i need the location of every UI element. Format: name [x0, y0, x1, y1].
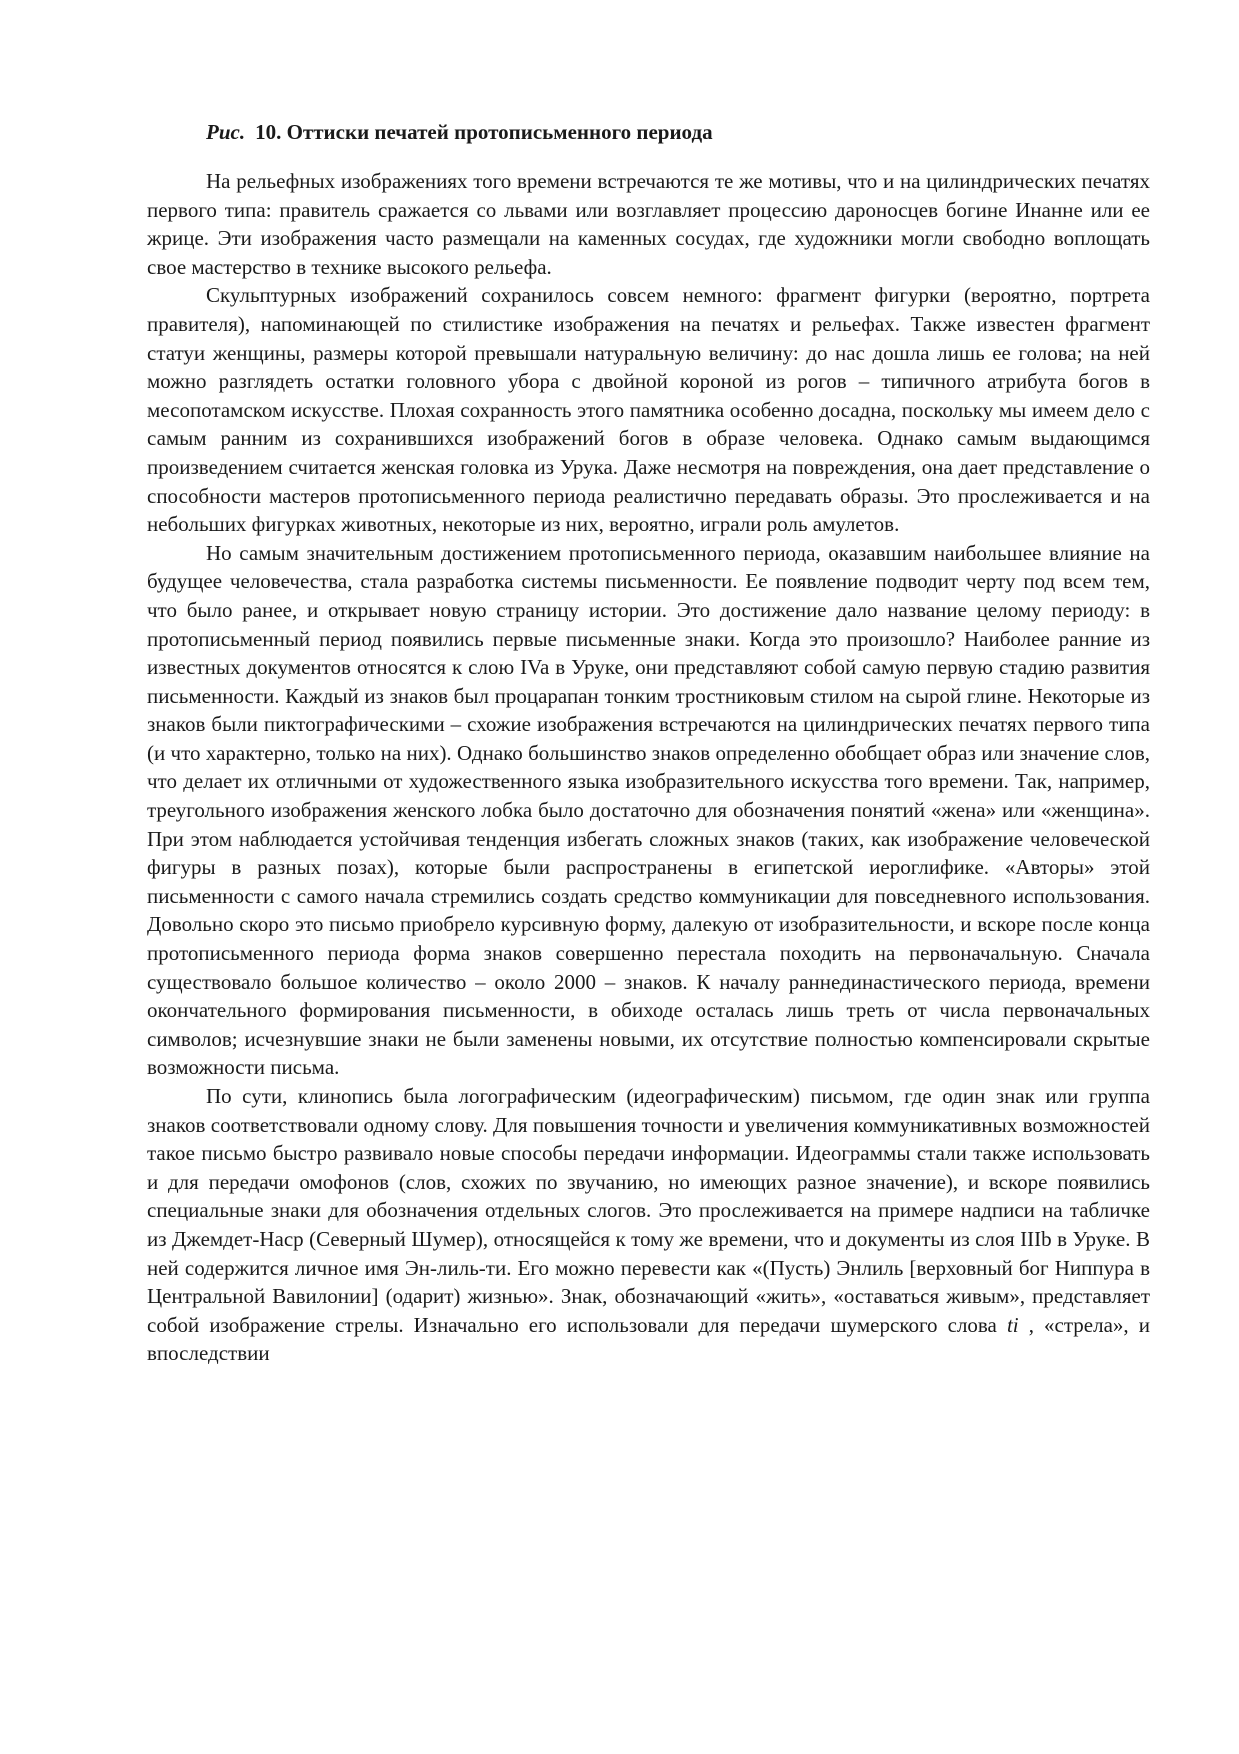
paragraph-3: Но самым значительным достижением протописьменного периода, оказавшим наибольшее влияние на будущее человечества, стала разработка системы письменности. Ее появление подводит черту под всем тем, что было ранее, и открывает новую страницу истории. Это достижение дало название целому периоду: в протописьменный период появились первые письменные знаки. Когда это произошло? Наиболее ранние из известных документов относятся к слою IVa в Уруке, они представляют собой самую первую стадию развития письменности. Каждый из знаков был процарапан тонким тростниковым стилом на сырой глине. Некоторые из знаков были пиктографическими – схожие изображения встречаются на цилиндрических печатях первого типа (и что характерно, только на них). Однако большинство знаков определенно обобщает образ или значение слов, что делает их отличными от художественного языка изобразительного искусства того времени. Так, например, треугольного изображения женского лобка было достаточно для обозначения понятий «жена» или «женщина». При этом наблюдается устойчивая тенденция избегать сложных знаков (таких, как изображение человеческой фигуры в разных позах), которые были распространены в египетской иероглифике. «Авторы» этой письменности с самого начала стремились создать средство коммуникации для повседневного использования. Довольно скоро это письмо приобрело курсивную форму, далекую от изобразительности, и вскоре после конца протописьменного периода форма знаков совершенно перестала походить на первоначальную. Сначала существовало большое количество – около 2000 – знаков. К началу раннединастического периода, времени окончательного формирования письменности, в обиходе осталась лишь треть от числа первоначальных символов; исчезнувшие знаки не были заменены новыми, их отсутствие полностью компенсировали скрытые возможности письма. [147, 540, 1150, 1080]
paragraph-1: На рельефных изображениях того времени встречаются те же мотивы, что и на цилиндрических печатях первого типа: правитель сражается со львами или возглавляет процессию дароносцев богине Инанне или ее жрице. Эти изображения часто размещали на каменных сосудах, где художники могли свободно воплощать свое мастерство в технике высокого рельефа. [147, 169, 1150, 279]
paragraph-4-tail: , «стрела», и впоследствии [147, 1312, 1150, 1366]
paragraph-2: Скульптурных изображений сохранилось совсем немного: фрагмент фигурки (вероятно, портрета правителя), напоминающей по стилистике изображения на печатях и рельефах. Также известен фрагмент статуи женщины, размеры которой превышали натуральную величину: до нас дошла лишь ее голова; на ней можно разглядеть остатки головного убора с двойной короной из рогов – типичного атрибута богов в месопотамском искусстве. Плохая сохранность этого памятника особенно досадна, поскольку мы имеем дело с самым ранним из сохранившихся изображений богов в образе человека. Однако самым выдающимся произведением считается женская головка из Урука. Даже несмотря на повреждения, она дает представление о способности мастеров протописьменного периода реалистично передавать образы. Это прослеживается и на небольших фигурках животных, некоторые из них, вероятно, играли роль амулетов. [147, 283, 1150, 537]
paragraph-4 [147, 1082, 1150, 1368]
paragraph-4-text: По сути, клинопись была логографическим (идеографическим) письмом, где один знак или группа знаков соответствовали одному слову. Для повышения точности и увеличения коммуникативных возможностей такое письмо быстро развивало новые способы передачи информации. Идеограммы стали также использовать и для передачи омофонов (слов, схожих по звучанию, но имеющих разное значение), и вскоре появились специальные знаки для обозначения отдельных слогов. Это прослеживается на примере надписи на табличке из Джемдет-Наср (Северный Шумер), относящейся к тому же времени, что и документы из слоя IIIb в Уруке. В ней содержится личное имя Эн-лиль-ти. Его можно перевести как «(Пусть) Энлиль [верховный бог Ниппура в Центральной Вавилонии] (одарит) жизнью». Знак, обозначающий «жить», «оставаться живым», представляет собой изображение стрелы. Изначально его использовали для передачи шумерского слова [147, 1084, 1150, 1337]
document-page [147, 118, 1150, 1368]
italic-term: ti [1006, 1312, 1019, 1337]
figure-caption-label: Рис. [206, 120, 246, 144]
figure-caption [206, 118, 1150, 146]
figure-caption-title: 10. Оттиски печатей протописьменного периода [255, 120, 713, 144]
